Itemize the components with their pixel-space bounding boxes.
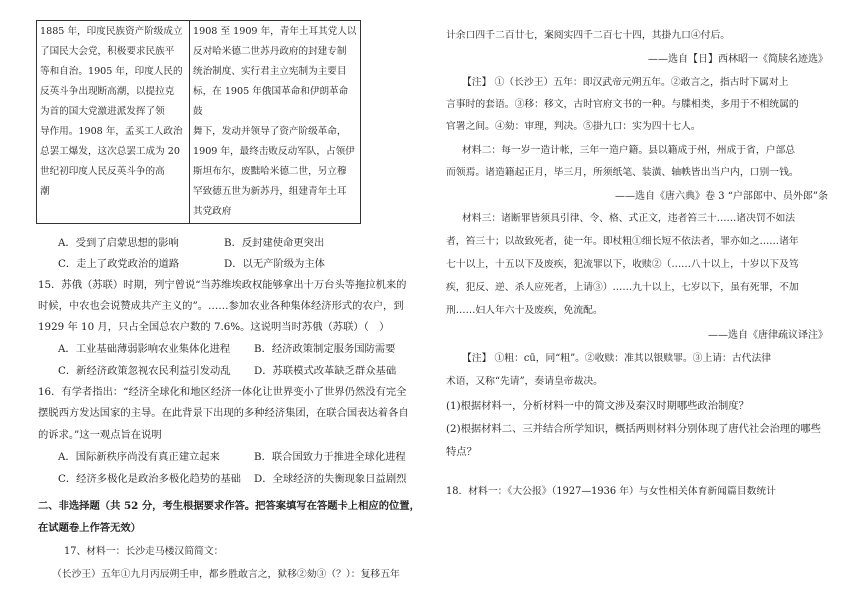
- q16-line: 的诉求。”这一观点旨在说明: [38, 429, 162, 441]
- q15-option-b: B．经济政策制定服务国防需要: [254, 343, 396, 355]
- material-text: 而领焉。诸造籍起正月，毕三月，所须纸笔、装潢、轴帙皆出当户内，口别一钱。: [446, 167, 799, 178]
- source-citation: ——选自《唐律疏议译注》: [708, 330, 828, 341]
- material-text: 疾，犯反、逆、杀人应死者，上请③）……九十以上，七岁以下，虽有死罪，不加: [446, 282, 799, 293]
- note-text: 【注】 ①粗：cū，同“粗”。②收赎：准其以银赎罪。③上请：古代法律: [462, 353, 772, 364]
- q17-title: 17、材料一：长沙走马楼汉简简文：: [64, 546, 224, 557]
- section-heading: 在试题卷上作答无效）: [38, 522, 141, 534]
- material-text: 者，笞三十；以故致死者，徒一年。即杖粗①细长短不依法者，罪亦如之……诸年: [446, 236, 799, 247]
- q15-option-d: D．苏联模式改革缺乏群众基础: [254, 365, 397, 377]
- q14-option-a: A．受到了启蒙思想的影响: [58, 237, 179, 249]
- sub-question: (1)根据材料一，分析材料一中的简文涉及秦汉时期哪些政治制度？: [446, 400, 749, 412]
- note-text: 官署之间。④劾：审理，判决。⑤掛九口：实为四十七人。: [446, 121, 701, 132]
- q16-option-b: B．联合国致力于推进全球化进程: [254, 451, 406, 463]
- q16-line: 摆脱西方发达国家的主导。在此背景下出现的多种经济集团，在联合国表达着各自: [38, 407, 409, 419]
- note-text: 术语，又称“先请”，奏请皇帝裁决。: [446, 376, 603, 387]
- material-text: 七十以上，十五以下及废疾，犯流罪以下，收赎②（……八十以上，十岁以下及笃: [446, 259, 799, 270]
- comparison-table: [36, 20, 361, 224]
- q14-option-b: B．反封建使命更突出: [224, 237, 325, 249]
- sub-question: (2)根据材料二、三并结合所学知识，概括两则材料分别体现了唐代社会治理的哪些: [446, 423, 821, 435]
- source-citation: ——选自《唐六典》卷 3 “户部郎中、员外郎”条: [615, 191, 828, 202]
- q14-option-c: C．走上了政党政治的道路: [58, 258, 180, 270]
- q15-option-a: A．工业基础薄弱影响农业集体化进程: [58, 343, 231, 355]
- sub-question: 特点？: [446, 446, 477, 458]
- turkey-cell: 1908 至 1909 年，青年土耳其党人以 反对哈米德二世苏丹政府的封建专制 统治制度、实行君主立宪制为主要目 标，在 1905 年俄国革命和伊朗革命鼓 舞下，发动并领导了资产阶级革命， 1909 年，最终击败反动军队，占领伊 斯坦布尔，废黜哈米德二世，另立穆 罕致德五世为新苏丹，组建青年土耳 其党政府: [190, 21, 361, 224]
- note-text: 言事时的套语。③移：移文，古时官府文书的一种。与牒相类，多用于不相统属的: [446, 99, 799, 110]
- q15-line: 15．苏俄（苏联）时期，列宁曾说“当苏维埃政权能够拿出十万台头等拖拉机来的: [38, 279, 407, 291]
- material-text: 材料二：每一岁一造计帐，三年一造户籍。县以籍成于州，州成于省，户部总: [462, 145, 796, 156]
- q16-option-d: D．全球经济的失衡现象日益剧烈: [254, 473, 407, 485]
- q14-option-d: D．以无产阶级为主体: [224, 258, 325, 270]
- source-citation: ——选自【日】西林昭一《简牍名迹选》: [648, 54, 828, 65]
- material-text: 计余口四千二百廿七，案阅实四千二百七十四，其掛九口④付后。: [446, 30, 731, 41]
- material-text: 刑……妇人年六十及废疾，免流配。: [446, 305, 603, 316]
- q15-line: 时候，中农也会说赞成共产主义的”。……参加农业各种集体经济形式的农户，到: [38, 300, 404, 312]
- q15-option-c: C．新经济政策忽视农民利益引发动乱: [58, 365, 231, 377]
- material-text: 材料三：诸断罪皆须具引律、令、格、式正文，违者笞三十……诸决罚不如法: [462, 213, 796, 224]
- q15-line: 1929 年 10 月，只占全国总农户数的 7.6%。这说明当时苏俄（苏联）（ ）: [38, 321, 390, 333]
- q18-title: 18．材料一：《大公报》（1927—1936 年）与女性相关体育新闻篇目数统计: [446, 486, 776, 497]
- q16-option-c: C．经济多极化是政治多极化趋势的基础: [58, 473, 241, 485]
- note-text: 【注】 ①（长沙王）五年：即汉武帝元朔五年。②敢言之，指古时下属对上: [462, 77, 789, 88]
- section-heading: 二、非选择题（共 52 分，考生根据要求作答。把答案填写在答题卡上相应的位置，: [38, 500, 420, 512]
- q16-option-a: A．国际新秩序尚没有真正建立起来: [58, 451, 220, 463]
- q17-text: （长沙王）五年①九月丙辰朔壬申，都乡胜敢言之，狱移②劾③（？）：复移五年: [52, 569, 400, 580]
- q16-line: 16．有学者指出：“经济全球化和地区经济一体化让世界变小了世界仍然没有完全: [38, 386, 407, 398]
- india-cell: 1885 年，印度民族资产阶级成立 了国民大会党，积极要求民族平 等和自治。1905 年，印度人民的 反英斗争出现断高潮，以提拉克 为首的国大党激进派发挥了领 导作用。1908 年，孟买工人政治 总罢工爆发，这次总罢工成为 20 世纪初印度人民反英斗争的高 潮: [37, 21, 190, 224]
